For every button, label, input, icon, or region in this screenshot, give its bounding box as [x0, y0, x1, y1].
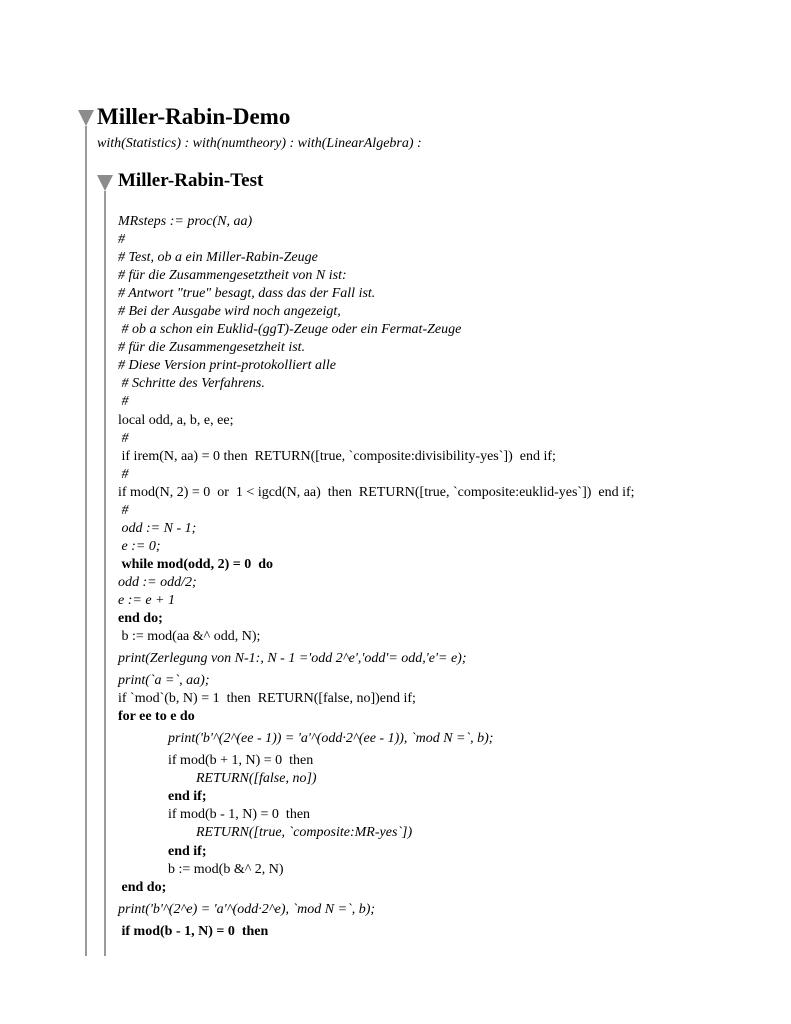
code-line: local odd, a, b, e, ee; — [118, 412, 234, 428]
section-collapse-icon[interactable] — [78, 110, 94, 126]
code-line: # Test, ob a ein Miller-Rabin-Zeuge — [118, 250, 318, 266]
code-line: for ee to e do — [118, 709, 195, 725]
code-line: end if; — [168, 789, 207, 805]
code-line: # — [118, 466, 129, 482]
code-line: # Diese Version print-protokolliert alle — [118, 358, 337, 374]
code-line: b := mod(aa &^ odd, N); — [118, 629, 261, 645]
code-line: e := e + 1 — [118, 592, 175, 608]
code-line: # Schritte des Verfahrens. — [118, 376, 265, 392]
subsection-bracket — [104, 191, 106, 956]
code-line: e := 0; — [118, 538, 161, 554]
code-line: if mod(b - 1, N) = 0 then — [168, 807, 311, 823]
code-line: odd := N - 1; — [118, 520, 197, 536]
code-line: if mod(b - 1, N) = 0 then — [118, 923, 269, 939]
code-line: # Bei der Ausgabe wird noch angezeigt, — [118, 304, 341, 320]
code-line: print(`a =`, aa); — [118, 673, 210, 689]
code-line: # ob a schon ein Euklid-(ggT)-Zeuge oder ein Fermat-Zeuge — [118, 322, 462, 338]
code-line: end if; — [168, 843, 207, 859]
code-line: RETURN([false, no]) — [196, 771, 317, 787]
code-line: # Antwort "true" besagt, dass das der Fall ist. — [118, 286, 376, 302]
code-line: # — [118, 502, 129, 518]
code-line: if mod(b + 1, N) = 0 then — [168, 753, 314, 769]
code-line: MRsteps := proc(N, aa) — [118, 214, 253, 229]
code-line: odd := odd/2; — [118, 574, 197, 590]
code-line: # — [118, 232, 125, 248]
section-bracket — [85, 126, 87, 956]
code-line: RETURN([true, `composite:MR-yes`]) — [196, 825, 413, 841]
code-line: while mod(odd, 2) = 0 do — [118, 556, 273, 572]
code-line: if mod(N, 2) = 0 or 1 < igcd(N, aa) then RETURN([true, `composite:euklid-yes`]) end if; — [118, 484, 635, 500]
subsection-title: Miller-Rabin-Test — [118, 170, 264, 191]
code-line: end do; — [118, 879, 167, 895]
subsection-collapse-icon[interactable] — [97, 175, 113, 191]
with-statement[interactable]: with(Statistics) : with(numtheory) : with(LinearAlgebra) : — [97, 136, 422, 151]
procedure-code[interactable] — [118, 213, 635, 941]
code-line: print(Zerlegung von N-1:, N - 1 ='odd 2^e','odd'= odd,'e'= e); — [118, 651, 467, 667]
code-line: # — [118, 430, 129, 446]
code-line: print('b'^(2^(ee - 1)) = 'a'^(odd·2^(ee - 1)), `mod N =`, b); — [168, 731, 494, 747]
code-line: if `mod`(b, N) = 1 then RETURN([false, no])end if; — [118, 691, 416, 707]
code-line: if irem(N, aa) = 0 then RETURN([true, `composite:divisibility-yes`]) end if; — [118, 448, 556, 464]
code-line: # für die Zusammengesetzheit ist. — [118, 340, 306, 356]
code-line: b := mod(b &^ 2, N) — [168, 861, 284, 877]
code-line: # für die Zusammengesetztheit von N ist: — [118, 268, 347, 284]
code-line: end do; — [118, 611, 163, 627]
section-title: Miller-Rabin-Demo — [97, 104, 291, 129]
code-line: # — [118, 394, 129, 410]
code-line: print('b'^(2^e) = 'a'^(odd·2^e), `mod N =`, b); — [118, 901, 376, 917]
